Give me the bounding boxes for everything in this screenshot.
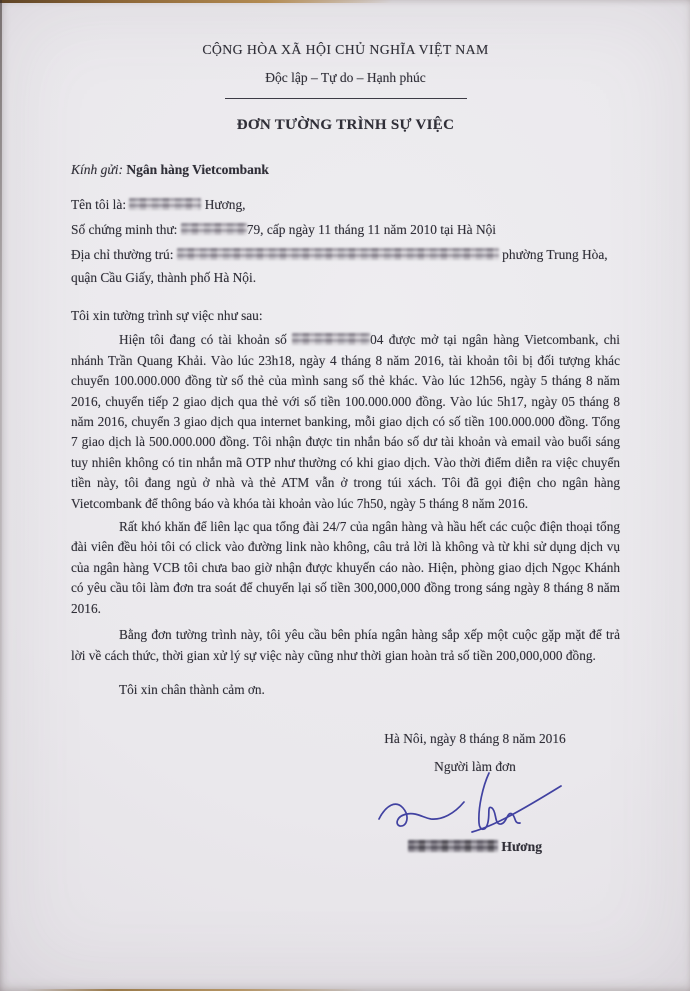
redacted-text — [129, 198, 201, 210]
redacted-text — [408, 840, 498, 852]
signed-name: Hương — [330, 837, 620, 857]
recipient-line — [71, 159, 620, 180]
national-motto: Độc lập – Tự do – Hạnh phúc — [265, 70, 426, 85]
statement-paragraph-3: Bằng đơn tường trình này, tôi yêu cầu bên phía ngân hàng sắp xếp một cuộc gặp mặt để trả lời về cách thức, thời gian xử lý sự việc này cũng như thời gian hoàn trả số tiền 200,000,000 đồng. — [71, 627, 620, 663]
recipient-greeting: Kính gửi: — [71, 162, 123, 177]
photo-edge-left — [0, 0, 2, 991]
declarant-address-line: Địa chỉ thường trú: phường Trung Hòa, quận Cầu Giấy, thành phố Hà Nội. — [71, 247, 608, 285]
place-date-line: Hà Nôi, ngày 8 tháng 8 năm 2016 — [384, 731, 566, 747]
signature-block — [330, 728, 620, 857]
handwritten-signature — [330, 769, 620, 833]
recipient-bank-name: Ngân hàng Vietcombank — [126, 162, 269, 177]
redacted-text — [177, 248, 499, 260]
signature-ink-icon — [376, 769, 568, 843]
header-separator-line — [225, 98, 467, 99]
declarant-name-line: Tên tôi là: Hương, — [71, 197, 246, 212]
signer-role-label: Người làm đơn — [434, 759, 516, 775]
redacted-text — [181, 223, 247, 235]
statement-paragraph-2: Rất khó khăn để liên lạc qua tổng đài 24/7 của ngân hàng và hầu hết các cuộc điện thoại tổng đài viên đều hỏi tôi có click vào đường link nào không, câu trả lời là không và từ khi sử dụng dịch vụ của ngân hàng VCB tôi chưa bao giờ nhận được khuyến cáo nào. Hiện, phòng giao dịch Ngọc Khánh có yêu cầu tôi làm đơn tra soát để chuyển lại số tiền 300,000,000 đồng trong sáng ngày 8 tháng 8 năm 2016. — [71, 519, 620, 616]
statement-intro: Tôi xin tường trình sự việc như sau: — [71, 308, 263, 323]
declarant-id-line: Số chứng minh thư: 79, cấp ngày 11 tháng 11 năm 2010 tại Hà Nội — [71, 222, 497, 237]
redacted-text — [292, 333, 370, 345]
statement-paragraph-1: Hiện tôi đang có tài khoản số 04 được mở tại ngân hàng Vietcombank, chi nhánh Trần Quang Khải. Vào lúc 23h18, ngày 4 tháng 8 năm 2016, tài khoản tôi bị đối tượng khác chuyển 100.000.000 đồng từ số thẻ của mình sang số thẻ khác. Vào lúc 12h56, ngày 5 tháng 8 năm 2016, chuyển tiếp 2 giao dịch qua thẻ với số tiền 100.000.000 đồng. Vào lúc 5h17, ngày 05 tháng 8 năm 2016, chuyển 3 giao dịch qua internet banking, mỗi giao dịch có số tiền 100.000.000 đồng. Tổng 7 giao dịch là 500.000.000 đồng. Tôi nhận được tin nhắn báo số dư tài khoản và email vào buổi sáng tuy nhiên không có tin nhắn mã OTP như thường có khi giao dịch. Vào thời điểm diễn ra việc chuyển tiền này, tôi đang ngủ ở nhà và thẻ ATM vẫn ở trong túi xách. Tôi đã gọi điện cho ngân hàng Vietcombank để thông báo và khóa tài khoản vào lúc 7h50, ngày 5 tháng 8 năm 2016. — [71, 332, 620, 511]
document-title: ĐƠN TƯỜNG TRÌNH SỰ VIỆC — [236, 117, 455, 133]
national-header: CỘNG HÒA XÃ HỘI CHỦ NGHĨA VIỆT NAM — [202, 42, 489, 57]
photo-edge-top — [0, 0, 392, 3]
closing-thanks: Tôi xin chân thành cảm ơn. — [119, 681, 265, 697]
